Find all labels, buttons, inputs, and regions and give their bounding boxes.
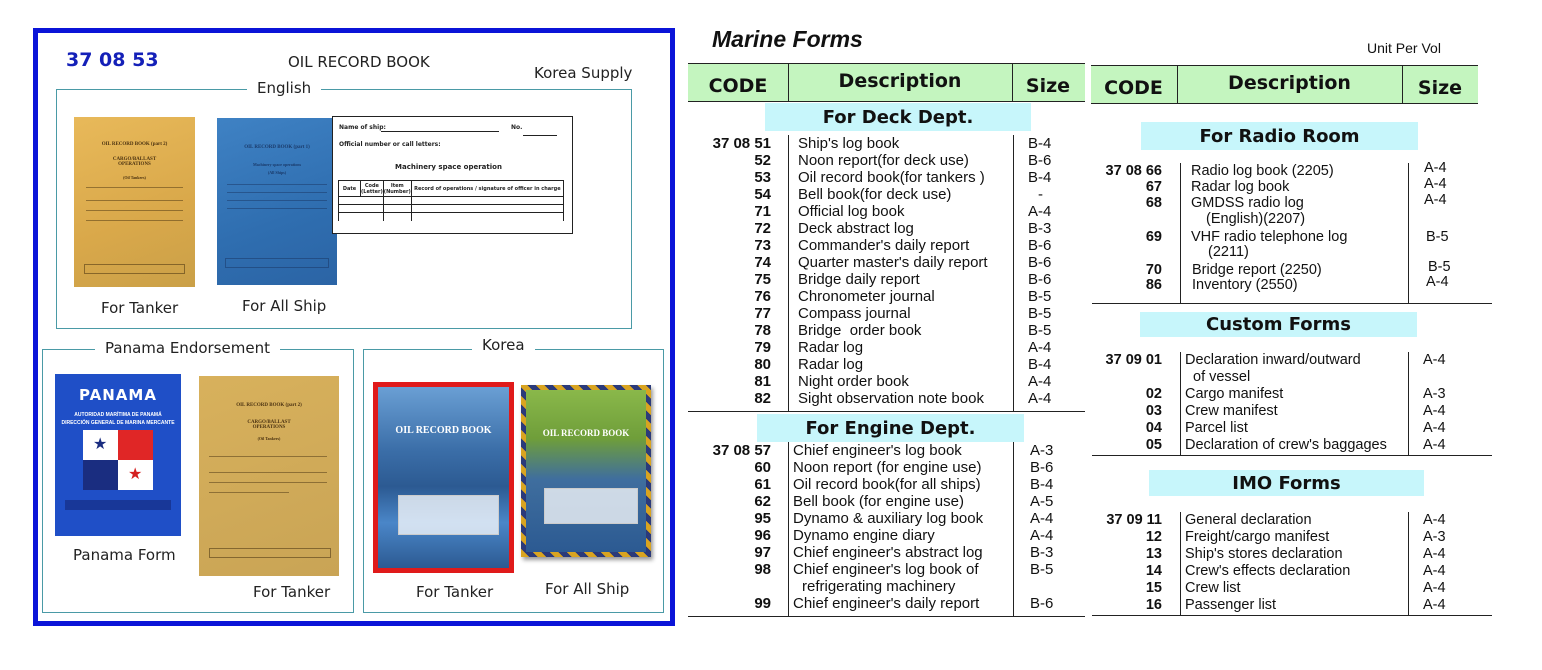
table-row: 70 Bridge report (2250) B-5 — [1145, 259, 1451, 278]
section-engine-dept: For Engine Dept. — [757, 414, 1024, 442]
table-row-continuation: (2211) — [1208, 244, 1249, 260]
table-header-left — [688, 63, 1085, 102]
group-label-panama: Panama Endorsement — [95, 339, 280, 357]
table-row: 14 Crew's effects declaration A-4 — [1145, 563, 1446, 579]
table-row: 13 Ship's stores declaration A-4 — [1145, 546, 1446, 562]
table-row: 05 Declaration of crew's baggages A-4 — [1145, 437, 1446, 453]
column-header-size: Size — [1417, 76, 1463, 99]
table-row: 16 Passenger list A-4 — [1145, 597, 1446, 613]
column-header-description: Description — [1228, 71, 1351, 94]
caption-panama-form: Panama Form — [73, 546, 176, 564]
cover-english-all-ship: OIL RECORD BOOK (part 1) Machinery space operations (All Ships) — [217, 118, 337, 285]
table-row: 03 Crew manifest A-4 — [1145, 403, 1446, 419]
table-row: 61 Oil record book(for all ships) B-4 — [754, 476, 1054, 493]
panama-endorsement-group — [42, 339, 354, 613]
section-custom-forms: Custom Forms — [1140, 312, 1417, 337]
caption-english-tanker: For Tanker — [101, 299, 179, 317]
table-row: 73 Commander's daily report B-6 — [754, 237, 1052, 254]
group-label-korea: Korea — [472, 336, 535, 354]
form-sample-table: Date Code (Letter) Item (Number) Record of operations / signature of officer in charge — [338, 180, 564, 221]
table-row: 53 Oil record book(for tankers ) B-4 — [754, 169, 1052, 186]
table-row: 12 Freight/cargo manifest A-3 — [1145, 529, 1446, 545]
product-title: OIL RECORD BOOK — [288, 53, 430, 71]
table-row: 37 08 57 Chief engineer's log book A-3 — [712, 442, 1054, 459]
table-header-right — [1091, 65, 1478, 104]
table-row: 86 Inventory (2550) A-4 — [1145, 274, 1449, 293]
table-row: 80 Radar log B-4 — [754, 356, 1052, 373]
table-row: 62 Bell book (for engine use) A-5 — [754, 493, 1054, 510]
table-row: 81 Night order book A-4 — [754, 373, 1052, 390]
column-header-code: CODE — [1104, 76, 1163, 99]
table-row: 97 Chief engineer's abstract log B-3 — [754, 544, 1054, 561]
table-row: 37 08 66 Radio log book (2205) A-4 — [1105, 160, 1447, 179]
korea-group — [363, 336, 664, 613]
marine-forms-title: Marine Forms — [712, 26, 863, 52]
radio-room-rows — [1092, 160, 1492, 293]
table-row-continuation: refrigerating machinery — [802, 578, 956, 595]
panama-flag-icon: ★ ★ — [83, 430, 153, 490]
product-code: 37 08 53 — [66, 49, 159, 71]
supplier-label: Korea Supply — [534, 64, 633, 82]
table-row: 37 08 51 Ship's log book B-4 — [712, 135, 1052, 152]
cover-korea-tanker: OIL RECORD BOOK — [373, 382, 514, 573]
column-header-code: CODE — [708, 74, 768, 97]
table-row: 67 Radar log book A-4 — [1145, 175, 1447, 195]
table-row: 96 Dynamo engine diary A-4 — [754, 527, 1054, 544]
caption-panama-tanker: For Tanker — [253, 583, 331, 601]
table-row: 02 Cargo manifest A-3 — [1145, 386, 1446, 402]
table-row: 15 Crew list A-4 — [1145, 580, 1446, 596]
table-row: 99 Chief engineer's daily report B-6 — [754, 595, 1054, 612]
table-row-continuation: (English)(2207) — [1206, 211, 1306, 227]
table-row: 71 Official log book A-4 — [754, 203, 1052, 220]
table-row: 75 Bridge daily report B-6 — [754, 271, 1052, 288]
table-row-continuation: of vessel — [1193, 369, 1251, 385]
imo-forms-rows — [1092, 512, 1492, 614]
column-header-size: Size — [1025, 74, 1071, 97]
caption-korea-tanker: For Tanker — [416, 583, 494, 601]
deck-dept-rows — [690, 135, 1085, 407]
table-row: 04 Parcel list A-4 — [1145, 420, 1446, 436]
unit-per-vol-label: Unit Per Vol — [1367, 40, 1441, 56]
table-row: 79 Radar log A-4 — [754, 339, 1052, 356]
group-label-english: English — [247, 79, 321, 97]
english-group — [56, 79, 632, 329]
cover-panama-tanker: OIL RECORD BOOK (part 2) CARGO/BALLAST OPERATIONS (Oil Tankers) — [199, 376, 339, 576]
table-row: 54 Bell book(for deck use) - — [754, 186, 1043, 203]
table-row: 37 09 11 General declaration A-4 — [1106, 512, 1446, 528]
table-row: 72 Deck abstract log B-3 — [754, 220, 1052, 237]
caption-english-all-ship: For All Ship — [242, 297, 327, 315]
custom-forms-rows — [1092, 352, 1492, 454]
table-row: 60 Noon report (for engine use) B-6 — [754, 459, 1054, 476]
table-row: 82 Sight observation note book A-4 — [754, 390, 1052, 407]
table-row: 69 VHF radio telephone log B-5 — [1145, 229, 1449, 245]
section-radio-room: For Radio Room — [1141, 122, 1418, 150]
table-row: 68 GMDSS radio log A-4 — [1145, 192, 1447, 211]
caption-korea-all-ship: For All Ship — [545, 580, 630, 598]
column-header-description: Description — [838, 69, 962, 92]
table-row: 77 Compass journal B-5 — [754, 305, 1052, 322]
cover-korea-all-ship: OIL RECORD BOOK — [521, 385, 651, 557]
section-deck-dept: For Deck Dept. — [765, 103, 1031, 131]
engine-dept-rows — [690, 442, 1085, 612]
table-row: 52 Noon report(for deck use) B-6 — [754, 152, 1052, 169]
section-imo-forms: IMO Forms — [1149, 470, 1424, 496]
cover-panama-form: PANAMA AUTORIDAD MARÍTIMA DE PANAMÁ DIRECCIÓN GENERAL DE MARINA MERCANTE ★ ★ — [55, 374, 181, 536]
cover-english-tanker: OIL RECORD BOOK (part 2) CARGO/BALLAST OPERATIONS (Oil Tankers) — [74, 117, 195, 287]
table-row: 78 Bridge order book B-5 — [754, 322, 1052, 339]
table-row: 98 Chief engineer's log book of B-5 — [754, 561, 1054, 578]
table-row: 74 Quarter master's daily report B-6 — [754, 254, 1052, 271]
oil-record-book-panel — [33, 28, 675, 626]
table-row: 95 Dynamo & auxiliary log book A-4 — [754, 510, 1054, 527]
machinery-space-form-sample: Name of ship: No. Official number or call letters: Machinery space operation Date Code (Letter) Item (Number) Record of operations / signature of officer in charge — [332, 116, 573, 234]
table-row: 37 09 01 Declaration inward/outward A-4 — [1105, 352, 1446, 368]
table-row: 76 Chronometer journal B-5 — [754, 288, 1052, 305]
